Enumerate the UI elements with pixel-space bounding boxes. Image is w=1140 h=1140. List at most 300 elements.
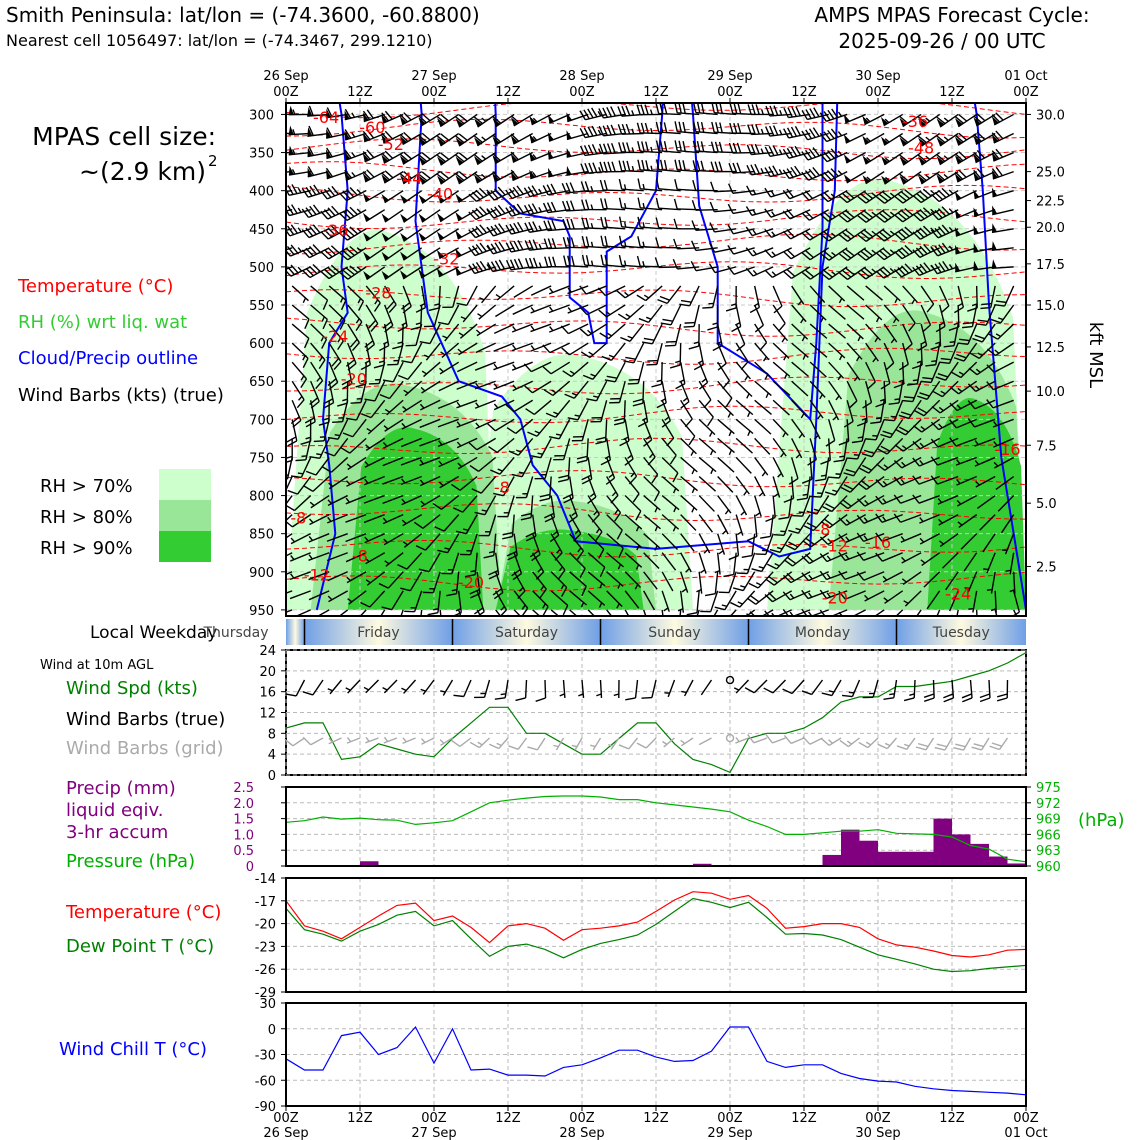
wind-barb-grid (679, 734, 693, 746)
barb-shaft (311, 738, 323, 745)
barb-shaft (526, 680, 527, 698)
barb-flag (904, 698, 914, 701)
wind-barb-grid (345, 733, 360, 743)
barb-shaft (593, 738, 600, 750)
cycle-subtitle: 2025-09-26 / 00 UTC (838, 29, 1046, 53)
wind-barb-true (979, 680, 990, 701)
barb-shaft (668, 680, 674, 697)
wind-panel (259, 644, 1026, 784)
top-time-hour: 12Z (643, 85, 669, 100)
height-tick-label: 5.0 (1036, 497, 1057, 513)
top-time-hour: 00Z (717, 85, 743, 100)
barb-shaft (791, 738, 804, 743)
barb-flag (619, 743, 629, 752)
temperature-contour-label: -12 (303, 565, 330, 585)
wind-barb-true (362, 676, 378, 692)
weekday-label: Friday (357, 625, 400, 641)
station-subtitle: Nearest cell 1056497: lat/lon = (-74.3467, 299.1210) (6, 31, 433, 50)
cross-section-panel (249, 0, 1106, 637)
temperature-contour-label: -8 (290, 508, 307, 528)
wind-barb-grid (470, 731, 489, 750)
barb-half (614, 694, 619, 696)
barb-shaft (894, 680, 897, 698)
precip-bar (934, 819, 953, 866)
wind-barbs-grid-legend: Wind Barbs (grid) (66, 738, 224, 759)
barb-shaft (914, 680, 915, 698)
bottom-time-hour: 12Z (495, 1111, 521, 1126)
pressure-tick-label: 300 (249, 108, 274, 124)
barb-shaft (812, 680, 823, 694)
precip-tick-label: 2.0 (233, 796, 254, 812)
barb-flag (470, 740, 479, 749)
pressure-tick-label: 969 (1036, 812, 1061, 828)
barb-flag (536, 698, 546, 701)
barb-shaft (714, 191, 736, 192)
y-tick-label: 20 (259, 664, 276, 680)
wind-barb-grid (637, 731, 656, 750)
temperature-panel (255, 872, 1026, 1001)
wind-barb-grid (527, 733, 545, 753)
barb-shaft (810, 738, 823, 744)
barb-flag (508, 743, 518, 751)
barb-pennant (270, 124, 275, 133)
bottom-time-hour: 12Z (939, 1111, 965, 1126)
barb-shaft (754, 738, 767, 743)
top-time-hour: 12Z (495, 85, 521, 100)
barb-shaft (296, 680, 304, 696)
barb-shaft (366, 680, 379, 693)
precip-panel-content (233, 781, 1061, 875)
barb-flag (274, 183, 278, 193)
top-time-axis (263, 69, 1047, 103)
bottom-time-hour: 00Z (569, 1111, 595, 1126)
wind-barb-true (822, 675, 841, 698)
weekday-bar (202, 619, 1026, 645)
barb-shaft (989, 680, 990, 698)
barb-half (662, 741, 666, 746)
cycle-title: AMPS MPAS Forecast Cycle: (814, 3, 1090, 27)
barb-shaft (934, 680, 935, 698)
wind-barb-true (559, 680, 565, 698)
wind-barb-true (614, 680, 619, 698)
barb-half (383, 687, 388, 692)
y-tick-label: 0 (267, 769, 276, 784)
wind-barb-true (701, 680, 711, 695)
barb-shaft (601, 680, 602, 698)
temperature-contour-label: -12 (821, 536, 848, 556)
weekday-label: Tuesday (932, 625, 990, 641)
wind-barb-true (625, 679, 637, 701)
precip-bar (878, 852, 897, 866)
wind-barb-true (664, 678, 675, 697)
barb-shaft (685, 680, 693, 696)
precip-tick-label: 1.5 (233, 812, 254, 828)
dewpoint-legend: Dew Point T (°C) (66, 936, 215, 957)
barb-flag (515, 697, 525, 700)
windchill-legend: Wind Chill T (°C) (59, 1039, 207, 1060)
wind-barb-true (783, 673, 804, 695)
pressure-tick-label: 800 (249, 489, 274, 505)
barb-flag (784, 734, 791, 744)
wind-10m-label: Wind at 10m AGL (40, 658, 154, 673)
temperature-contour-label: -8 (814, 519, 831, 539)
y-tick-label: -29 (254, 986, 276, 1001)
barb-half (736, 737, 739, 742)
wind-barb-grid (840, 730, 860, 748)
cell-size-value: ~(2.9 km) (79, 157, 206, 186)
wind-barb-true (515, 680, 526, 701)
pressure-tick-label: 400 (249, 184, 274, 200)
barb-flag (840, 739, 848, 749)
wind-barb-grid (766, 729, 785, 744)
top-time-hour: 12Z (347, 85, 373, 100)
y-tick-label: -90 (254, 1100, 276, 1115)
barb-half (277, 507, 282, 511)
y-tick-label: -17 (254, 894, 276, 910)
wind-barb-true (924, 680, 935, 701)
barb-flag (270, 203, 275, 213)
wind-barb-grid (285, 730, 305, 748)
barb-flag (859, 740, 868, 749)
top-time-hour: 00Z (273, 85, 299, 100)
pressure-tick-label: 600 (249, 337, 274, 353)
barb-shaft (677, 248, 699, 249)
pressure-tick-label: 960 (1036, 860, 1061, 875)
temperature-panel-content (255, 872, 1026, 1001)
pressure-tick-label: 500 (249, 260, 274, 276)
temperature-contour-label: -36 (322, 221, 349, 241)
barb-flag (883, 696, 893, 700)
wind-barb-true (732, 677, 748, 694)
y-tick-label: -14 (254, 872, 276, 887)
wind-barb-grid (990, 732, 1008, 752)
pressure-axis (249, 108, 286, 618)
barb-shaft (754, 680, 767, 693)
precip-legend-2: liquid eqiv. (66, 800, 164, 821)
pressure-legend: Pressure (hPa) (66, 851, 196, 872)
barb-half (866, 741, 871, 746)
bottom-time-date: 28 Sep (559, 1126, 605, 1140)
pressure-tick-label: 700 (249, 413, 274, 429)
barb-shaft (348, 680, 360, 693)
windchill-panel-content (255, 997, 1026, 1115)
barb-flag (997, 698, 1007, 701)
barb-shaft (636, 680, 638, 698)
barb-flag (265, 245, 271, 255)
barb-half (909, 694, 914, 696)
barb-flag (642, 695, 652, 700)
wind-barb-true (495, 678, 508, 700)
wind-barbs-true-legend: Wind Barbs (true) (66, 709, 226, 730)
top-time-hour: 00Z (865, 85, 891, 100)
local-weekday-label: Local Weekday (90, 623, 218, 643)
height-tick-label: 22.5 (1036, 194, 1065, 210)
pressure-axis-label: (hPa) (1078, 810, 1125, 831)
pressure-tick-label: 900 (249, 565, 274, 581)
barb-flag (924, 698, 934, 701)
barb-flag (303, 736, 310, 746)
wind-barb-grid (364, 733, 379, 742)
rh-80-label: RH > 80% (40, 507, 133, 528)
bottom-time-hour: 12Z (347, 1111, 373, 1126)
barb-shaft (464, 680, 471, 697)
barb-half (279, 491, 284, 494)
height-tick-label: 12.5 (1036, 340, 1065, 356)
temperature-contour-label: -60 (359, 118, 386, 138)
temperature-contour-label: -44 (396, 169, 423, 189)
barb-shaft (537, 738, 545, 750)
wind-barb-grid (916, 733, 934, 753)
top-time-date: 01 Oct (1004, 69, 1048, 84)
barb-half (403, 737, 406, 742)
wind-barb-grid (803, 729, 823, 746)
barb-half (596, 694, 601, 696)
top-time-hour: 00Z (569, 85, 595, 100)
pressure-tick-label: 963 (1036, 844, 1061, 860)
barb-flag (303, 689, 313, 697)
precip-bar (897, 852, 916, 866)
cell-size-label: MPAS cell size: (32, 122, 216, 151)
barb-shaft (736, 680, 748, 693)
pressure-tick-label: 550 (249, 298, 274, 314)
legend-cloud-outline: Cloud/Precip outline (18, 348, 199, 369)
height-tick-label: 17.5 (1036, 257, 1065, 273)
barb-flag (286, 691, 296, 698)
barb-shaft (384, 680, 397, 693)
wind-barb-true (642, 678, 656, 701)
height-axis (1026, 108, 1065, 575)
barb-half (829, 739, 833, 744)
pressure-tick-label: 975 (1036, 781, 1061, 796)
barb-shaft (545, 680, 546, 698)
barb-shaft (773, 680, 786, 693)
temperature-contour-label: -24 (322, 327, 349, 347)
cell-size-exponent: 2 (208, 152, 218, 170)
wind-barb-true (344, 677, 360, 694)
barb-flag (842, 693, 852, 700)
wind-barb-true (802, 674, 823, 697)
temperature-contour-label: -32 (433, 249, 460, 269)
barb-flag (274, 202, 279, 212)
wind-barb-grid (401, 733, 416, 743)
y-tick-label: -20 (254, 917, 276, 933)
wind-barb-grid (451, 730, 471, 748)
precip-tick-label: 0 (245, 860, 254, 875)
pressure-tick-label: 350 (249, 146, 274, 162)
barb-half (440, 739, 444, 744)
barb-flag (745, 686, 754, 695)
wind-barb-true (400, 677, 416, 694)
rh-70-swatch (159, 469, 211, 500)
wind-barb-grid (303, 729, 323, 746)
bottom-time-hour: 12Z (643, 1111, 669, 1126)
barb-shaft (963, 738, 970, 750)
y-tick-label: -30 (254, 1048, 276, 1064)
height-tick-label: 7.5 (1036, 439, 1057, 455)
wind-barb-grid (619, 732, 637, 752)
series-line (286, 653, 1026, 773)
barb-shaft (772, 738, 785, 743)
barb-shaft (518, 738, 526, 749)
precip-legend-3: 3-hr accum (66, 822, 169, 843)
precip-bar (841, 830, 860, 866)
bottom-time-date: 29 Sep (707, 1126, 753, 1140)
pressure-tick-label: 450 (249, 222, 274, 238)
wind-barb-true (680, 678, 693, 696)
wind-barb-true (453, 676, 471, 699)
barb-half (734, 687, 739, 692)
precip-bar (860, 841, 879, 866)
barb-flag (474, 695, 484, 701)
temperature-contour-label: -16 (994, 439, 1021, 459)
barb-half (272, 592, 275, 597)
windchill-panel (255, 997, 1048, 1140)
barb-shaft (443, 680, 452, 695)
wind-barb-true (842, 676, 859, 699)
barb-half (681, 739, 685, 744)
pressure-tick-label: 650 (249, 375, 274, 391)
legend-wind-barbs: Wind Barbs (kts) (true) (18, 385, 224, 406)
wind-barb-true (904, 680, 915, 701)
barb-shaft (1000, 738, 1008, 750)
precip-tick-label: 1.0 (233, 828, 254, 844)
legend-temperature: Temperature (°C) (18, 276, 174, 297)
bottom-time-date: 26 Sep (263, 1126, 309, 1140)
wind-barb-true (303, 674, 323, 697)
precip-tick-label: 2.5 (233, 781, 254, 796)
barb-half (273, 556, 277, 561)
temperature-contour-label: -8 (352, 546, 368, 566)
barb-shaft (701, 680, 711, 695)
temperature-contour-label: -40 (427, 184, 454, 204)
temperature-legend: Temperature (°C) (66, 902, 222, 923)
top-time-date: 30 Sep (855, 69, 901, 84)
barb-shaft (945, 738, 952, 750)
barb-shaft (907, 738, 915, 749)
barb-flag (962, 698, 972, 702)
barb-shaft (971, 680, 973, 698)
temperature-contour-label: -16 (864, 532, 892, 552)
barb-flag (625, 697, 635, 701)
wind-barb-grid (571, 735, 582, 750)
wind-barb-grid (489, 731, 508, 750)
rh-90-swatch (159, 531, 211, 562)
height-tick-label: 30.0 (1036, 108, 1065, 124)
barb-shaft (982, 738, 989, 750)
barb-flag (451, 738, 459, 748)
wind-barb-grid (438, 734, 453, 746)
barb-half (347, 737, 350, 742)
height-axis-label: kft MSL (1085, 321, 1106, 389)
barb-flag (273, 242, 279, 252)
barb-shaft (646, 738, 656, 748)
barb-shaft (832, 680, 841, 696)
pressure-tick-label: 950 (249, 603, 274, 619)
barb-flag (980, 698, 990, 702)
height-tick-label: 10.0 (1036, 385, 1065, 401)
temperature-contour-label: -36 (901, 112, 929, 132)
barb-half (847, 740, 851, 745)
barb-flag (962, 694, 972, 698)
y-tick-label: 30 (259, 997, 276, 1012)
precip-tick-label: 0.5 (233, 844, 254, 860)
wind-barb-grid (878, 731, 897, 750)
barb-half (384, 737, 387, 742)
barb-shaft (423, 680, 434, 694)
wind-panel-content (259, 644, 1026, 784)
barb-shaft (485, 680, 490, 697)
bottom-time-date: 30 Sep (855, 1126, 901, 1140)
barb-flag (924, 694, 934, 697)
wind-barb-grid (953, 733, 970, 753)
barb-flag (997, 694, 1007, 697)
barb-half (560, 694, 565, 696)
y-tick-label: -26 (254, 963, 276, 979)
pressure-tick-label: 972 (1036, 796, 1061, 812)
barb-flag (766, 734, 772, 744)
barb-half (366, 737, 369, 742)
top-time-hour: 12Z (791, 85, 817, 100)
temperature-contour-label: -52 (377, 134, 404, 154)
y-tick-label: -60 (254, 1074, 276, 1090)
temperature-contour-label: -20 (457, 573, 485, 593)
barb-half (421, 738, 425, 743)
rh-70-label: RH > 70% (40, 476, 133, 497)
barb-shaft (926, 738, 934, 750)
barb-shaft (564, 680, 565, 698)
barb-pennant (270, 164, 276, 173)
barb-shaft (868, 738, 878, 748)
wind-barb-true (535, 680, 546, 701)
bottom-time-hour: 00Z (865, 1111, 891, 1126)
top-time-date: 26 Sep (263, 69, 309, 84)
wind-barb-grid (589, 735, 601, 750)
weekday-cell (286, 619, 305, 645)
rh-80-swatch (159, 500, 211, 531)
wind-barb-true (577, 680, 584, 698)
barb-flag (802, 688, 812, 696)
barb-shaft (313, 680, 323, 695)
wind-speed-legend: Wind Spd (kts) (66, 678, 198, 699)
top-time-hour: 12Z (939, 85, 965, 100)
precip-bar (823, 855, 842, 866)
barb-flag (637, 741, 646, 750)
precip-legend-1: Precip (mm) (66, 778, 176, 799)
temperature-contour-label: -8 (493, 477, 510, 497)
bottom-time-axis (263, 1106, 1047, 1140)
top-time-hour: 00Z (1013, 85, 1039, 100)
top-time-date: 28 Sep (559, 69, 605, 84)
barb-shaft (887, 738, 896, 749)
barb-shaft (873, 680, 878, 697)
barb-shaft (293, 738, 305, 746)
barb-flag (863, 695, 873, 701)
station-title: Smith Peninsula: lat/lon = (-74.3600, -60.8800) (6, 3, 480, 27)
bottom-time-date: 01 Oct (1004, 1126, 1048, 1140)
rh-90-label: RH > 90% (40, 538, 133, 559)
height-tick-label: 15.0 (1036, 298, 1065, 314)
wind-barb-grid (972, 733, 989, 753)
top-time-hour: 00Z (421, 85, 447, 100)
wind-barb-true (942, 680, 954, 702)
precip-bar (952, 834, 971, 866)
wind-barb-grid (699, 738, 711, 745)
top-time-date: 27 Sep (411, 69, 457, 84)
wind-barb-grid (419, 734, 434, 745)
barb-shaft (575, 738, 582, 750)
legend-rh: RH (%) wrt liq. wat (18, 312, 188, 333)
height-tick-label: 25.0 (1036, 165, 1065, 181)
